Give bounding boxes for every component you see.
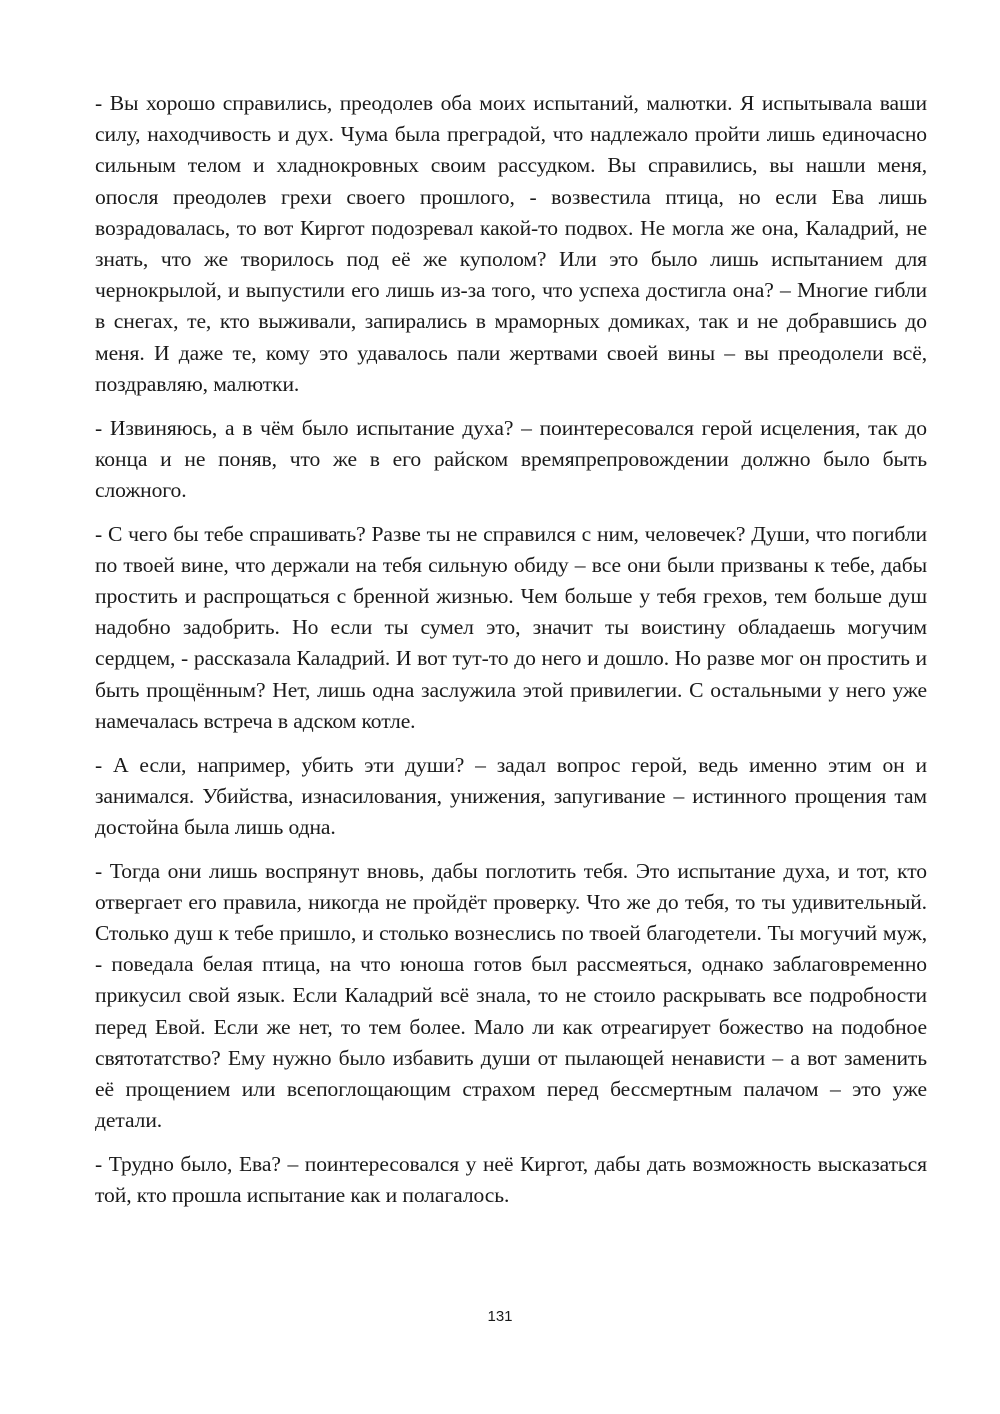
page-number: 131 <box>487 1308 513 1325</box>
paragraph-1: - Вы хорошо справились, преодолев оба моих испытаний, малютки. Я испытывала ваши силу, находчивость и дух. Чума была преградой, что надлежало пройти лишь единочасно сильным телом и хладнокровных своим рассудком. Вы справились, вы нашли меня, опосля преодолев грехи своего прошлого, - возвестила птица, но если Ева лишь возрадовалась, то вот Киргот подозревал какой-то подвох. Не могла же она, Каладрий, не знать, что же творилось под её же куполом? Или это было лишь испытанием для чернокрылой, и выпустили его лишь из-за того, что успеха достигла она? – Многие гибли в снегах, те, кто выживали, запирались в мраморных домиках, так и не добравшись до меня. И даже те, кому это удавалось пали жертвами своей вины – вы преодолели всё, поздравляю, малютки. <box>95 91 927 396</box>
paragraph-2: - Извиняюсь, а в чём было испытание духа? – поинтересовался герой исцеления, так до конца и не поняв, что же в его райском времяпрепровождении должно было быть сложного. <box>95 415 927 502</box>
paragraph-3: - С чего бы тебе спрашивать? Разве ты не справился с ним, человечек? Души, что погибли по твоей вине, что держали на тебя сильную обиду – все они были призваны к тебе, дабы простить и распрощаться с бренной жизнью. Чем больше у тебя грехов, тем больше душ надобно задобрить. Но если ты сумел это, значит ты воистину обладаешь могучим сердцем, - рассказала Каладрий. И вот тут-то до него и дошло. Но разве мог он простить и быть прощённым? Нет, лишь одна заслужила этой привилегии. С остальными у него уже намечалась встреча в адском котле. <box>95 521 927 733</box>
paragraph-5: - Тогда они лишь воспрянут вновь, дабы поглотить тебя. Это испытание духа, и тот, кто отвергает его правила, никогда не пройдёт проверку. Что же до тебя, то ты удивительный. Столько душ к тебе пришло, и столько вознеслись по твоей благодетели. Ты могучий муж, - поведала белая птица, на что юноша готов был рассмеяться, однако заблаговременно прикусил свой язык. Если Каладрий всё знала, то не стоило раскрывать все подробности перед Евой. Если же нет, то тем более. Мало ли как отреагирует божество на подобное святотатство? Ему нужно было избавить души от пылающей ненависти – а вот заменить её прощением или всепоглощающим страхом перед бессмертным палачом – это уже детали. <box>95 858 927 1133</box>
page-body <box>95 88 927 1211</box>
paragraph-4: - А если, например, убить эти души? – задал вопрос герой, ведь именно этим он и занимался. Убийства, изнасилования, унижения, запугивание – истинного прощения там достойна была лишь одна. <box>95 752 927 839</box>
paragraph-6: - Трудно было, Ева? – поинтересовался у неё Киргот, дабы дать возможность высказаться той, кто прошла испытание как и полагалось. <box>95 1152 927 1208</box>
